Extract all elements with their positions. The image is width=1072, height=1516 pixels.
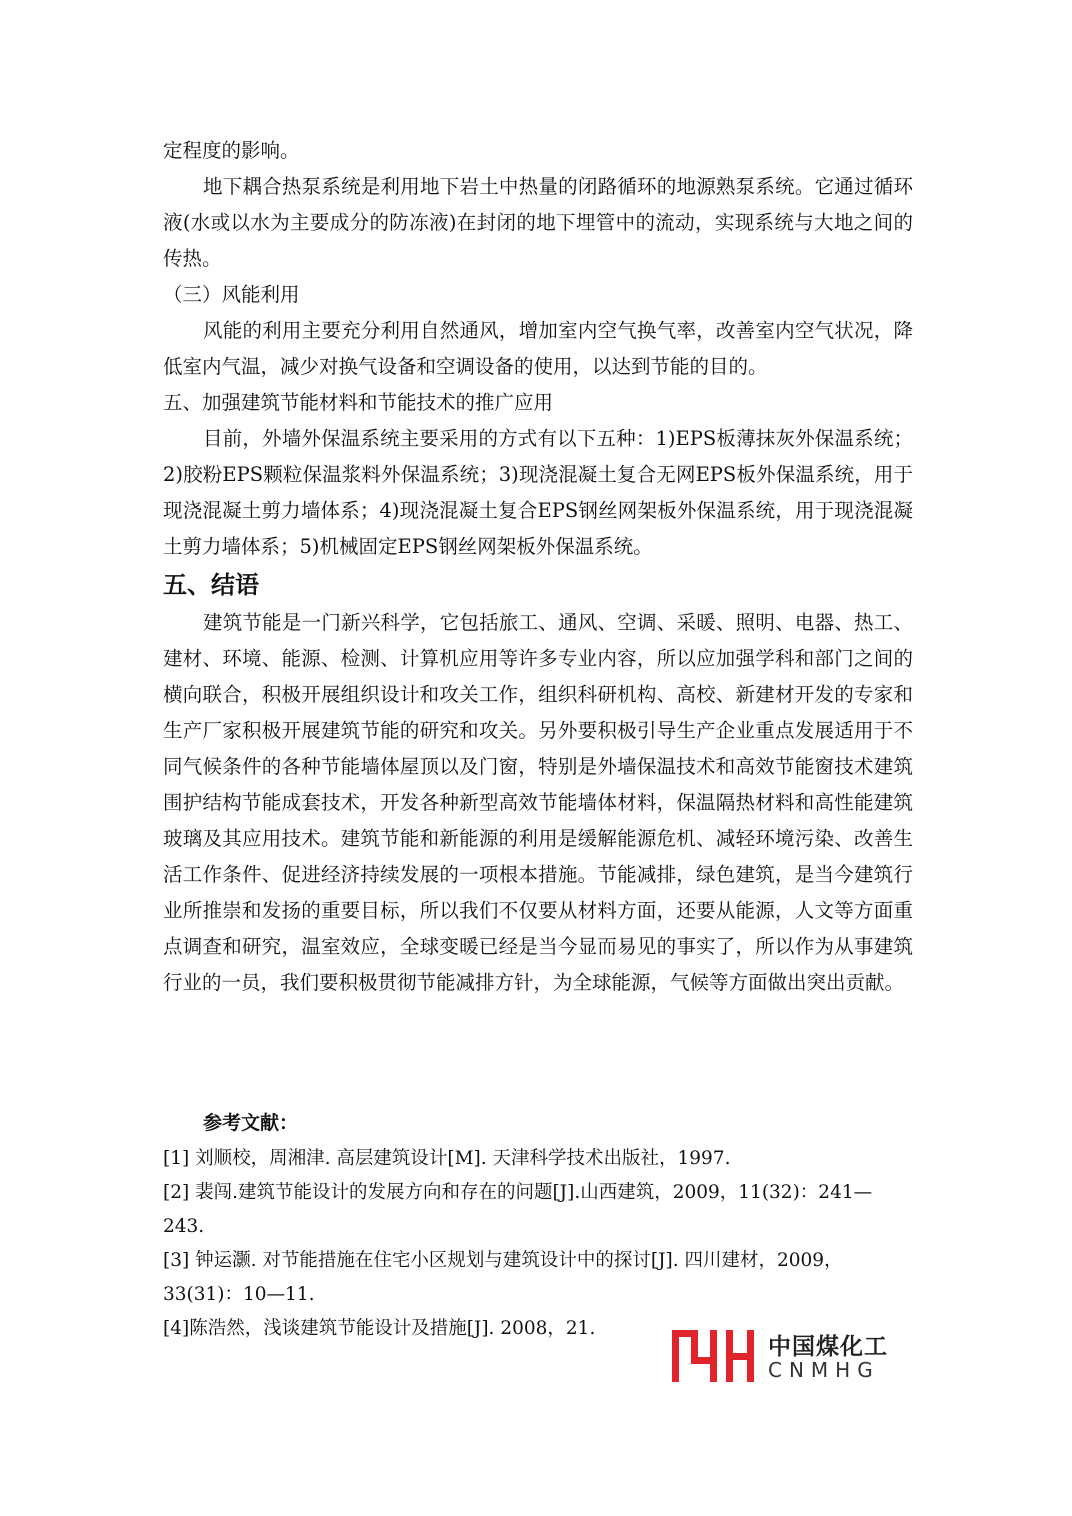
paragraph-ground-heat-pump: 地下耦合热泵系统是利用地下岩土中热量的闭路循环的地源熟泵系统。它通过循环液(水或以水为主要成分的防冻液)在封闭的地下埋管中的流动，实现系统与大地之间的传热。 [163, 175, 913, 270]
reference-item: [1] 刘顺校，周湘津. 高层建筑设计[M]. 天津科学技术出版社，1997. [163, 1148, 731, 1169]
section-heading-conclusion: 五、结语 [163, 571, 259, 599]
reference-item: [3] 钟运灏. 对节能措施在住宅小区规划与建筑设计中的探讨[J]. 四川建材，2009，33(31)：10—11. [163, 1250, 843, 1305]
cnmhg-logo-icon [670, 1326, 758, 1386]
reference-item: [4]陈浩然，浅谈建筑节能设计及措施[J]. 2008，21. [163, 1318, 596, 1339]
references-section [163, 1106, 913, 1346]
watermark-logo [670, 1326, 890, 1386]
subheading-wind-energy: （三）风能利用 [163, 283, 300, 306]
watermark-name-cn: 中国煤化工 [768, 1334, 888, 1360]
section-heading-materials: 五、加强建筑节能材料和节能技术的推广应用 [163, 391, 554, 414]
watermark-name-en: CNMHG [768, 1358, 880, 1382]
paragraph-continuation: 定程度的影响。 [163, 139, 300, 162]
paragraph-conclusion: 建筑节能是一门新兴科学，它包括旅工、通风、空调、采暖、照明、电器、热工、建材、环境、能源、检测、计算机应用等许多专业内容，所以应加强学科和部门之间的横向联合，积极开展组织设计和攻关工作，组织科研机构、高校、新建材开发的专家和生产厂家积极开展建筑节能的研究和攻关。另外要积极引导生产企业重点发展适用于不同气候条件的各种节能墙体屋顶以及门窗，特别是外墙保温技术和高效节能窗技术建筑围护结构节能成套技术，开发各种新型高效节能墙体材料，保温隔热材料和高性能建筑玻璃及其应用技术。建筑节能和新能源的利用是缓解能源危机、减轻环境污染、改善生活工作条件、促进经济持续发展的一项根本措施。节能减排，绿色建筑，是当今建筑行业所推崇和发扬的重要目标，所以我们不仅要从材料方面，还要从能源，人文等方面重点调查和研究，温室效应，全球变暖已经是当今显而易见的事实了，所以作为从事建筑行业的一员，我们要积极贯彻节能减排方针，为全球能源，气候等方面做出突出贡献。 [163, 611, 913, 994]
body-text [163, 133, 913, 1001]
references-title: 参考文献： [203, 1112, 299, 1134]
paragraph-insulation-systems: 目前，外墙外保温系统主要采用的方式有以下五种：1)EPS板薄抹灰外保温系统；2)胶粉EPS颗粒保温浆料外保温系统；3)现浇混凝土复合无网EPS板外保温系统，用于现浇混凝土剪力墙体系；4)现浇混凝土复合EPS钢丝网架板外保温系统，用于现浇混凝土剪力墙体系；5)机械固定EPS钢丝网架板外保温系统。 [163, 427, 913, 558]
paragraph-wind-energy: 风能的利用主要充分利用自然通风，增加室内空气换气率，改善室内空气状况，降低室内气温，减少对换气设备和空调设备的使用，以达到节能的目的。 [163, 319, 913, 378]
reference-item: [2] 裴闯.建筑节能设计的发展方向和存在的问题[J].山西建筑，2009，11(32)：241—243. [163, 1182, 873, 1237]
